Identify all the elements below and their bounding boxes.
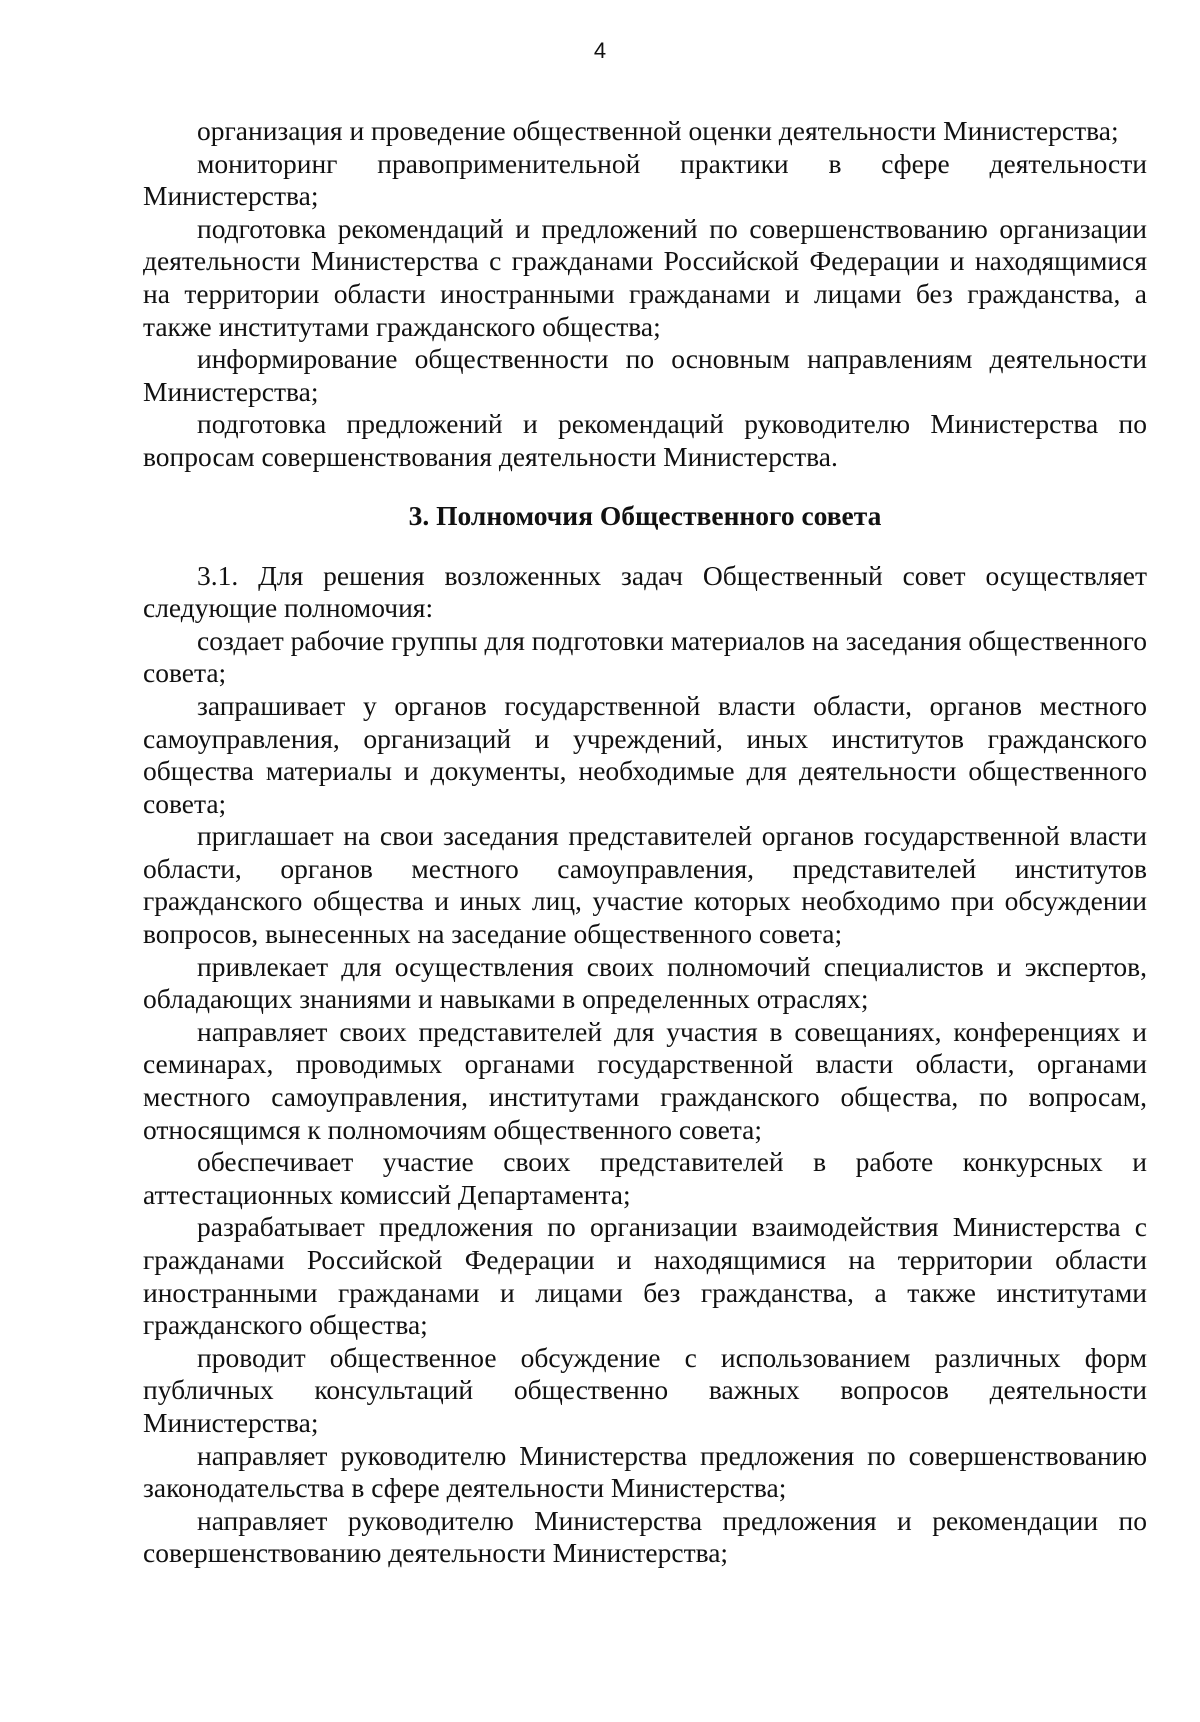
paragraph: направляет руководителю Министерства предложения и рекомендации по совершенствованию деятельности Министерства; xyxy=(143,1504,1147,1569)
paragraph: направляет своих представителей для участия в совещаниях, конференциях и семинарах, проводимых органами государственной власти области, органами местного самоуправления, институтами гражданского общества, по вопросам, относящимся к полномочиям общественного совета; xyxy=(143,1015,1147,1145)
paragraph: подготовка предложений и рекомендаций руководителю Министерства по вопросам совершенствования деятельности Министерства. xyxy=(143,408,1147,472)
paragraph: приглашает на свои заседания представителей органов государственной власти области, органов местного самоуправления, представителей институтов гражданского общества и иных лиц, участие которых необходимо при обсуждении вопросов, вынесенных на заседание общественного совета; xyxy=(143,820,1147,950)
paragraph: направляет руководителю Министерства предложения по совершенствованию законодательства в сфере деятельности Министерства; xyxy=(143,1439,1147,1504)
paragraph: мониторинг правоприменительной практики в сфере деятельности Министерства; xyxy=(143,147,1147,212)
paragraph: организация и проведение общественной оценки деятельности Министерства; xyxy=(197,115,1119,146)
paragraph: проводит общественное обсуждение с использованием различных форм публичных консультаций общественно важных вопросов деятельности Министерства; xyxy=(143,1341,1147,1438)
paragraph: информирование общественности по основным направлениям деятельности Министерства; xyxy=(143,343,1147,407)
section-heading: 3. Полномочия Общественного совета xyxy=(408,499,882,531)
paragraph: 3.1. Для решения возложенных задач Общественный совет осуществляет следующие полномочия: xyxy=(143,559,1147,624)
paragraph: привлекает для осуществления своих полномочий специалистов и экспертов, обладающих знаниями и навыками в определенных отраслях; xyxy=(143,950,1147,1015)
paragraph: разрабатывает предложения по организации взаимодействия Министерства с гражданами Российской Федерации и находящимися на территории области иностранными гражданами и лицами без гражданства, а также институтами гражданского общества; xyxy=(143,1211,1147,1341)
paragraph: подготовка рекомендаций и предложений по совершенствованию организации деятельности Министерства с гражданами Российской Федерации и находящимися на территории области иностранными гражданами и лицами без гражданства, а также институтами гражданского общества; xyxy=(143,212,1147,342)
paragraph: обеспечивает участие своих представителей в работе конкурсных и аттестационных комиссий Департамента; xyxy=(143,1146,1147,1210)
paragraph: создает рабочие группы для подготовки материалов на заседания общественного совета; xyxy=(143,624,1147,689)
paragraph: запрашивает у органов государственной власти области, органов местного самоуправления, организаций и учреждений, иных институтов гражданского общества материалы и документы, необходимые для деятельности общественного совета; xyxy=(143,689,1147,819)
page-number: 4 xyxy=(593,38,607,63)
document-body xyxy=(143,115,1147,1570)
